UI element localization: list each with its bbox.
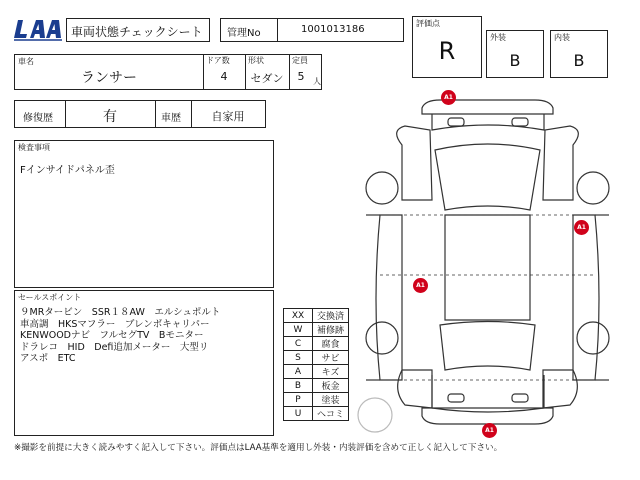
legend-row: A キズ	[284, 365, 349, 379]
repair-history-label: 修復歴	[23, 113, 53, 124]
exterior-grade-label: 外装	[490, 33, 506, 42]
legend-row: W 補修跡	[284, 323, 349, 337]
car-body-diagram	[350, 90, 630, 440]
sales-line: 車高調 HKSマフラー ブレンボキャリパー	[20, 318, 210, 330]
sales-points-text	[20, 307, 220, 365]
car-name-value: ランサー	[81, 70, 137, 86]
inspection-box	[14, 140, 274, 288]
overall-grade-label: 評価点	[416, 19, 440, 28]
damage-marker: A1	[482, 423, 497, 438]
mgmt-no-label: 管理No	[227, 28, 261, 39]
interior-grade-label: 内装	[554, 33, 570, 42]
sheet-title: 車両状態チェックシート	[71, 25, 203, 39]
capacity-label: 定員	[292, 56, 308, 65]
damage-marker: A1	[574, 220, 589, 235]
stamp-circle	[358, 398, 392, 432]
footer-note: ※撮影を前提に大きく読みやすく記入して下さい。評価点はLAA基準を適用し外装・内装評価を含めて正しく記入して下さい。	[14, 443, 503, 453]
history-box	[14, 100, 266, 128]
interior-grade-box	[550, 30, 608, 78]
repair-history-value: 有	[103, 109, 117, 125]
sales-points-box	[14, 290, 274, 436]
body-type-value: セダン	[250, 72, 284, 85]
overall-grade-box	[412, 16, 482, 78]
legend-row: XX 交換済	[284, 309, 349, 323]
capacity-value: 5	[297, 70, 305, 83]
sales-line: KENWOODナビ フルセグTV Bモニター	[20, 330, 204, 341]
doors-label: ドア数	[206, 56, 230, 65]
legend-row: B 板金	[284, 379, 349, 393]
legend-row: P 塗装	[284, 393, 349, 407]
company-logo	[12, 18, 66, 42]
exterior-grade-value: B	[509, 51, 521, 70]
doors-value: 4	[220, 70, 228, 83]
legend-row: U ヘコミ	[284, 407, 349, 421]
car-name-label: 車名	[18, 57, 34, 66]
damage-marker: A1	[441, 90, 456, 105]
legend-row: S サビ	[284, 351, 349, 365]
sales-line: アスポ ETC	[20, 353, 76, 364]
inspection-label: 検査事項	[18, 143, 50, 152]
usage-value: 自家用	[211, 110, 245, 123]
sales-line: ９MRタービン SSR１８AW エルシュポルト	[20, 307, 221, 318]
sales-points-label: セールスポイント	[18, 293, 82, 302]
sheet-title-box	[66, 18, 210, 42]
sales-line: ドラレコ HID Defi追加メーター 大型リ	[20, 341, 209, 353]
inspection-text: Fインサイドパネル歪	[20, 165, 115, 176]
mgmt-no-value: 1001013186	[301, 24, 365, 35]
damage-code-legend	[283, 308, 349, 421]
interior-grade-value: B	[573, 51, 585, 70]
vehicle-info-box	[14, 54, 322, 90]
exterior-grade-box	[486, 30, 544, 78]
capacity-unit: 人	[313, 77, 321, 86]
body-type-label: 形状	[248, 56, 264, 65]
overall-grade-value: R	[438, 37, 456, 65]
mgmt-no-box	[220, 18, 404, 42]
legend-row: C 腐食	[284, 337, 349, 351]
usage-label: 車歴	[161, 113, 181, 124]
damage-marker: A1	[413, 278, 428, 293]
